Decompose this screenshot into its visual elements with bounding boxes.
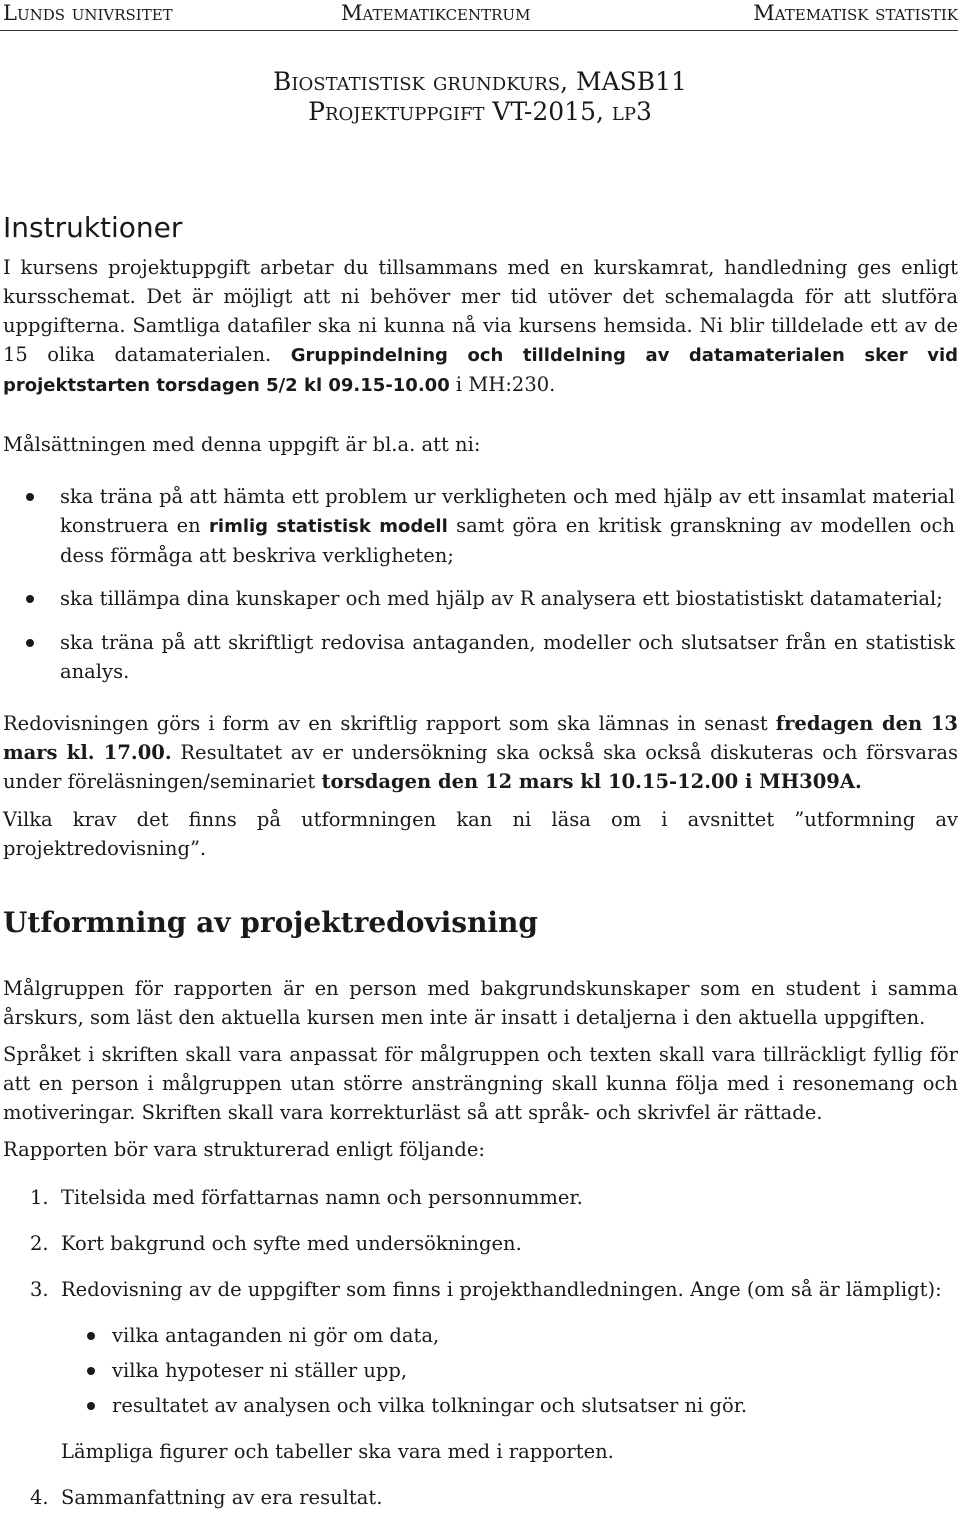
intro-bold-text: Gruppindelning och tilldelning av datamaterialen sker vid projektstarten torsdagen 5/2 kl 09.15-10.00 (3, 345, 958, 396)
sub-item-text: vilka hypoteser ni ställer upp, (112, 1359, 408, 1382)
redov-seminar: torsdagen den 12 mars kl 10.15-12.00 i MH309A. (321, 770, 862, 793)
bullet-text-end: samt göra en kritisk granskning av modellen och dess förmåga att beskriva verkligheten; (60, 514, 955, 567)
item-number: 3. (30, 1278, 49, 1301)
bullet-dot (87, 1367, 95, 1375)
bullet-text: ska tillämpa dina kunskaper och med hjälp av R analysera ett biostatistiskt datamaterial; (60, 587, 943, 610)
bullet-dot (26, 595, 34, 603)
figures-note: Lämpliga figurer och tabeller ska vara med i rapporten. (61, 1440, 614, 1463)
bullet-dot (87, 1332, 95, 1340)
item-text: Titelsida med författarnas namn och personnummer. (61, 1186, 583, 1209)
redov-deadline: fredagen den 13 mars kl. 17.00. (3, 712, 958, 764)
header-rule (0, 30, 958, 31)
redov-text-mid: Resultatet av er undersökning ska också ska också diskuteras och försvaras under föreläsningen/seminariet (3, 741, 959, 793)
bullet-dot (87, 1402, 95, 1410)
list-item (0, 1275, 956, 1466)
header-department: Matematikcentrum (341, 1, 531, 25)
intro-text: I kursens projektuppgift arbetar du tillsammans med en kurskamrat, handledning ges enligt kursschemat. Det är möjligt att ni behöver mer tid utöver det schemalagda för att slutföra uppgifterna. Samtliga datafiler ska ni kunna nå via kursens hemsida. Ni blir tilldelade ett av de 15 olika datamaterialen. (3, 256, 958, 366)
item-text: Redovisning av de uppgifter som finns i projekthandledningen. Ange (om så är lämpligt): (61, 1278, 942, 1301)
bullet-dot (26, 493, 34, 501)
bullet-bold-text: rimlig statistisk modell (209, 516, 448, 537)
bullet-dot (26, 639, 34, 647)
list-item (0, 1229, 956, 1258)
goal-bullet (0, 584, 955, 613)
header-division: Matematisk statistik (753, 1, 958, 25)
sub-list-item (61, 1321, 952, 1350)
sub-item-text: vilka antaganden ni gör om data, (112, 1324, 440, 1347)
item-text: Sammanfattning av era resultat. (61, 1486, 383, 1509)
goal-bullet (0, 482, 955, 570)
bullet-text: ska träna på att skriftligt redovisa antaganden, modeller och slutsatser från en statistisk analys. (60, 631, 955, 683)
redovisning-paragraph (3, 709, 958, 796)
sub-list-item (61, 1391, 952, 1420)
goal-bullet (0, 628, 955, 686)
item-number: 4. (30, 1486, 49, 1509)
bullet-text: ska träna på att hämta ett problem ur verkligheten och med hjälp av ett insamlat material konstruera en (60, 485, 955, 537)
goal-bullets (0, 482, 960, 686)
page-header (0, 0, 960, 28)
item-text: Kort bakgrund och syfte med undersökningen. (61, 1232, 522, 1255)
heading-utformning: Utformning av projektredovisning (3, 906, 538, 939)
analysis-sublist (61, 1321, 956, 1420)
sub-list-item (61, 1356, 952, 1385)
header-university: Lunds univrsitet (3, 1, 173, 25)
heading-instruktioner: Instruktioner (3, 211, 183, 244)
list-item (0, 1483, 956, 1512)
sprak-paragraph: Språket i skriften skall vara anpassat för målgruppen och texten skall vara tillräckligt fyllig för att en person i målgruppen utan större ansträngning skall kunna följa med i resonemang och motiveringar. Skriften skall vara korrekturläst så att språk- och skrivfel är rättade. (3, 1043, 958, 1124)
intro-text-end: i MH:230. (449, 373, 556, 396)
report-structure-list (0, 1183, 960, 1512)
item-number: 1. (30, 1186, 49, 1209)
redov-text: Redovisningen görs i form av en skriftlig rapport som ska lämnas in senast (3, 712, 776, 735)
intro-paragraph (3, 253, 958, 400)
title-course: Biostatistisk grundkurs, MASB11 (273, 67, 687, 96)
document-title (0, 67, 960, 127)
krav-paragraph: Vilka krav det finns på utformningen kan ni läsa om i avsnittet ”utformning av projektredovisning”. (3, 808, 958, 860)
goal-lead: Målsättningen med denna uppgift är bl.a. att ni: (3, 433, 481, 456)
title-assignment: Projektuppgift VT-2015, lp3 (308, 97, 652, 126)
list-item (0, 1183, 956, 1212)
sub-item-text: resultatet av analysen och vilka tolkningar och slutsatser ni gör. (112, 1394, 748, 1417)
malgrupp-paragraph: Målgruppen för rapporten är en person med bakgrundskunskaper som en student i samma årskurs, som läst den aktuella kursen men inte är insatt i detaljerna i den aktuella uppgiften. (3, 977, 958, 1029)
item-number: 2. (30, 1232, 49, 1255)
struktur-lead: Rapporten bör vara strukturerad enligt följande: (3, 1138, 485, 1161)
